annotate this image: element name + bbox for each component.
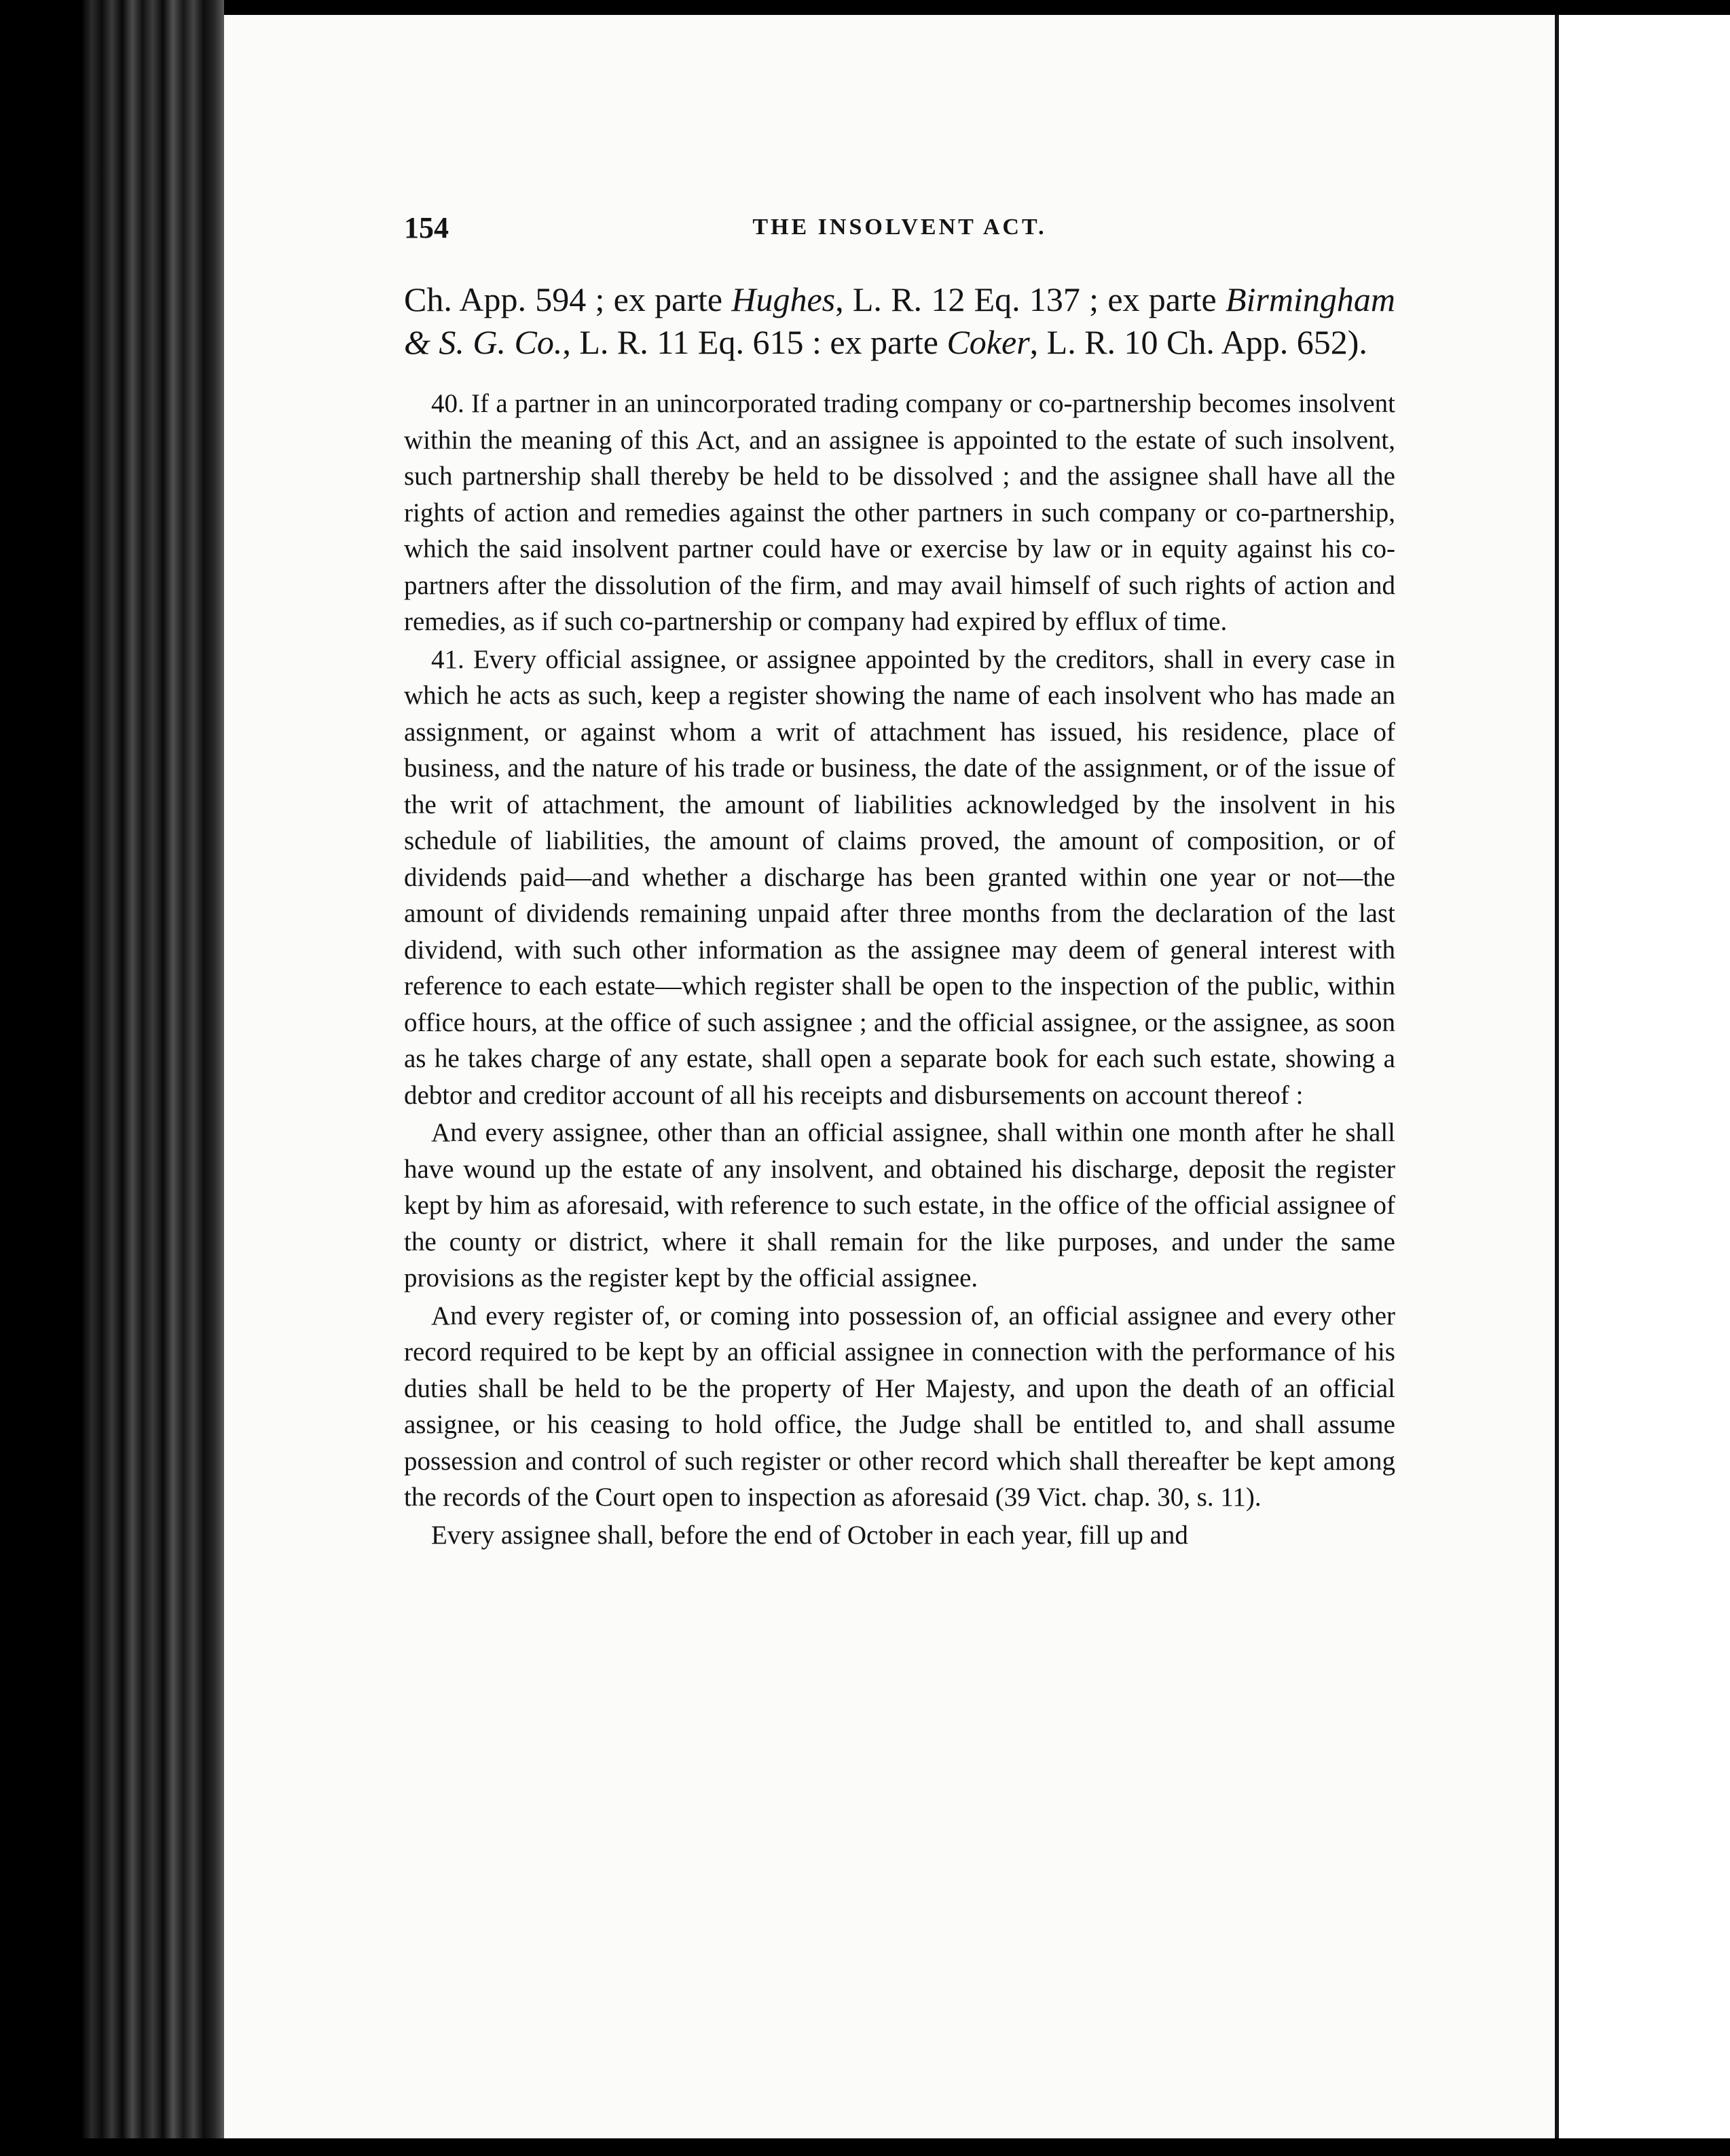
register-property-paragraph: And every register of, or coming into possession of, an official assignee and every other record required to be kept by an official assignee in connection with the performance of his duties shall be held to be the property of Her Majesty, and upon the death of an official assignee, or his ceasing to hold office, the Judge shall be entitled to, and shall assume possession and control of such register or other record which shall thereafter be kept among the records of the Court open to inspection as aforesaid (39 Vict. chap. 30, s. 11). bbox=[404, 1301, 1395, 1512]
running-title: THE INSOLVENT ACT. bbox=[752, 215, 1047, 240]
book-spine-edge bbox=[0, 0, 224, 2156]
citation-text-2: , L. R. 12 Eq. 137 ; ex parte bbox=[835, 280, 1226, 318]
citation-text-1: Ch. App. 594 ; ex parte bbox=[404, 280, 732, 318]
case-name-hughes: Hughes bbox=[731, 280, 836, 318]
facing-page-edge bbox=[1555, 15, 1730, 2138]
scan-border-bottom bbox=[0, 2138, 1730, 2156]
page-number: 154 bbox=[404, 211, 449, 244]
running-header bbox=[404, 210, 1395, 251]
annual-return-paragraph: Every assignee shall, before the end of October in each year, fill up and bbox=[431, 1520, 1188, 1550]
scan-border-top bbox=[0, 0, 1730, 15]
citation-continuation bbox=[404, 278, 1395, 364]
section-41-paragraph: 41. Every official assignee, or assignee appointed by the creditors, shall in every case in which he acts as such, keep a register showing the name of each insolvent who has made an assignment, or against whom a writ of attachment has issued, his residence, place of business, and the nature of his trade or business, the date of the assignment, or of the issue of the writ of attachment, the amount of liabilities acknowledged by the insolvent in his schedule of liabilities, the amount of claims proved, the amount of composition, or of dividends paid—and whether a discharge has been granted within one year or not—the amount of dividends remaining unpaid after three months from the declaration of the last dividend, with such other information as the assignee may deem of general interest with reference to each estate—which register shall be open to the inspection of the public, within office hours, at the office of such assignee ; and the official assignee, or the assignee, as soon as he takes charge of any estate, shall open a separate book for each such estate, showing a debtor and creditor account of all his receipts and disbursements on account thereof : bbox=[404, 644, 1395, 1110]
body-text bbox=[404, 278, 1395, 1553]
case-name-coker: Coker bbox=[946, 323, 1030, 361]
citation-text-3: , L. R. 11 Eq. 615 : ex parte bbox=[562, 323, 947, 361]
case-name-birmingham: Birmingham & S. G. Co. bbox=[404, 280, 1395, 361]
citation-text-4: , L. R. 10 Ch. App. 652). bbox=[1029, 323, 1367, 361]
section-40-paragraph: 40. If a partner in an unincorporated trading company or co-partnership becomes insolvent within the meaning of this Act, and an assignee is appointed to the estate of such insolvent, such partnership shall thereby be held to be dissolved ; and the assignee shall have all the rights of action and remedies against the other partners in such company or co-partnership, which the said insolvent partner could have or exercise by law or in equity against his co-partners after the dissolution of the firm, and may avail himself of such rights of action and remedies, as if such co-partnership or company had expired by efflux of time. bbox=[404, 389, 1395, 636]
assignee-register-paragraph: And every assignee, other than an official assignee, shall within one month after he shall have wound up the estate of any insolvent, and obtained his discharge, deposit the register kept by him as aforesaid, with reference to such estate, in the office of the official assignee of the county or district, where it shall remain for the like purposes, and under the same provisions as the register kept by the official assignee. bbox=[404, 1118, 1395, 1293]
